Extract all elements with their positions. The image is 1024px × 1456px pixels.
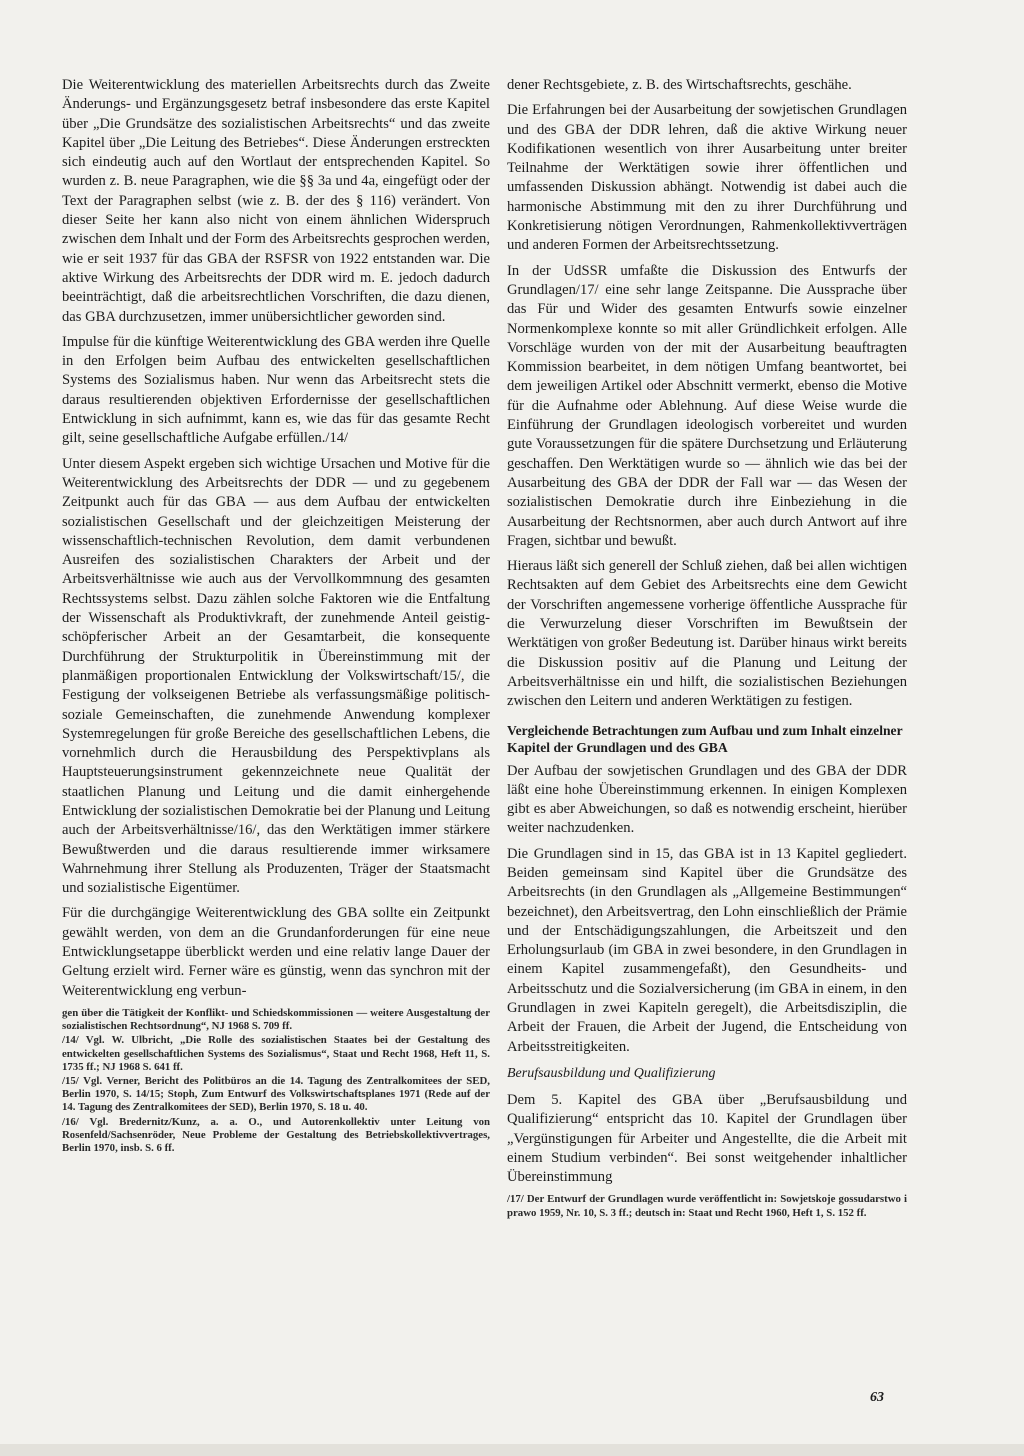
paragraph: Unter diesem Aspekt ergeben sich wichtige Ursachen und Motive für die Weiterentwicklung des Arbeitsrechts der DDR — und zu gegebenem Zeitpunkt auch für das GBA — aus dem Aufbau der entwickelten sozialistischen Gesellschaft und der gleichzeitigen Meisterung der wissenschaftlich-technischen Revolution, dem damit verbundenen Ausreifen des sozialistischen Charakters der Arbeit und der Arbeitsverhältnisse wie auch aus der Vervollkommnung des gesamten Rechtssystems selbst. Dazu zählen solche Faktoren wie die Entfaltung der Wissenschaft als Produktivkraft, der zunehmende Anteil geistig-schöpferischer Arbeit an der Gesamtarbeit, die konsequente Durchführung der Strukturpolitik in Übereinstimmung mit der planmäßigen proportionalen Entwicklung der Volkswirtschaft/15/, die Festigung der volkseigenen Betriebe als verfassungsmäßige politisch-soziale Gemeinschaften, die zunehmende Anwendung komplexer Systemregelungen für große Bereiche des gesellschaftlichen Lebens, die vornehmlich durch die Herausbildung des Perspektivplans als Hauptsteuerungsinstrument gekennzeichnete neue Qualität der staatlichen Planung und Leitung und die damit einhergehende Entwicklung der sozialistischen Demokratie bei der Planung und Leitung auch der Arbeitsverhältnisse/16/, das den Werktätigen immer stärkere Bewußtwerden und die daraus resultierende immer wirksamere Wahrnehmung ihrer Stellung als Produzenten, Träger der Staatsmacht und sozialistische Eigentümer. xyxy=(62,455,490,897)
paragraph: Die Weiterentwicklung des materiellen Arbeitsrechts durch das Zweite Änderungs- und Ergänzungsgesetz betraf insbesondere das erste Kapitel über „Die Grundsätze des sozialistischen Arbeitsrechts“ und das zweite Kapitel über „Die Leitung des Betriebes“. Diese Änderungen erstreckten sich eindeutig auch auf den Wortlaut der entsprechenden Kapitel. So wurden z. B. neue Paragraphen, wie die §§ 3a und 4a, eingefügt oder der Text der Paragraphen selbst (wie z. B. der des § 116) verändert. Von dieser Seite her kann also nicht von einem ähnlichen Widerspruch zwischen dem Inhalt und der Form des Arbeitsrechts gesprochen werden, wie er seit 1937 für das GBA der RSFSR von 1922 entstanden war. Die aktive Wirkung des Arbeitsrechts der DDR wird m. E. jedoch dadurch beeinträchtigt, daß die arbeitsrechtlichen Vorschriften, die dazu dienen, das GBA durchzusetzen, immer unübersichtlicher geworden sind. xyxy=(62,77,490,325)
paragraph: Die Grundlagen sind in 15, das GBA ist in 13 Kapitel gegliedert. Beiden gemeinsam sind Kapitel über die Grundsätze des Arbeitsrechts (in den Grundlagen als „Allgemeine Bestimmungen“ bezeichnet), den Arbeitsvertrag, den Lohn einschließlich der Prämie und der Entschädigungszahlungen, die Arbeitszeit und den Erholungsurlaub (im GBA in zwei besondere, in den Grundlagen in einem Kapitel zusammengefaßt), den Gesundheits- und Arbeitsschutz und die Sozialversicherung (im GBA in einem, in den Grundlagen in zwei Kapiteln geregelt), die Arbeitsdisziplin, die Arbeit der Frauen, die Arbeit der Jugend, die Entscheidung von Arbeitsstreitigkeiten. xyxy=(507,845,907,1055)
page-number: 63 xyxy=(870,1390,884,1405)
paragraph: Die Erfahrungen bei der Ausarbeitung der sowjetischen Grundlagen und des GBA der DDR lehren, daß die aktive Wirkung neuer Kodifikationen wesentlich von ihrer Ausarbeitung unter breiter Teilnahme der Werktätigen sowie ihrer öffentlichen und umfassenden Diskussion abhängt. Notwendig ist dabei auch die harmonische Abstimmung mit den zu ihrer Durchführung und Konkretisierung nötigen Verordnungen, Rahmenkollektivverträgen und anderen Formen der Arbeitsrechtssetzung. xyxy=(507,102,907,254)
footnotes-left xyxy=(62,1007,490,1155)
section-heading: Vergleichende Betrachtungen zum Aufbau und zum Inhalt einzelner Kapitel der Grundlagen und des GBA xyxy=(507,722,903,755)
paragraph: In der UdSSR umfaßte die Diskussion des Entwurfs der Grundlagen/17/ eine sehr lange Zeitspanne. Die Aussprache über das Für und Wider des gesamten Entwurfs sowie einzelner Normenkomplexe konnte so mit aller Gründlichkeit erfolgen. Alle Vorschläge wurden von der mit der Ausarbeitung beauftragten Kommission bearbeitet, in dem nötigen Umfang beantwortet, bei dem jeweiligen Artikel oder Abschnitt vermerkt, ebenso die Motive für die Aufnahme oder Ablehnung. Auf diese Weise wurde die Einführung der Grundlagen ideologisch vorbereitet und wurden gute Voraussetzungen für die spätere Durchsetzung und Erläuterung geschaffen. Den Werktätigen wurde so — ähnlich wie das bei der Ausarbeitung des GBA der DDR der Fall war — das Wesen der sozialistischen Demokratie durch ihre Einbeziehung in die Ausarbeitung der Rechtsnormen, aber auch durch Antwort auf ihre Fragen, sichtbar und bewußt. xyxy=(507,262,907,549)
footnote-15: /15/ Vgl. Verner, Bericht des Politbüros an die 14. Tagung des Zentralkomitees der SED, Berlin 1970, S. 14/15; Stoph, Zum Entwurf des Volkswirtschaftsplanes 1971 (Rede auf der 14. Tagung des Zentralkomitees der SED), Berlin 1970, S. 18 u. 40. xyxy=(62,1074,490,1114)
paragraph: Der Aufbau der sowjetischen Grundlagen und des GBA der DDR läßt eine hohe Übereinstimmung erkennen. In einigen Komplexen gibt es aber Abweichungen, so daß es notwendig erscheint, hierüber weiter nachzudenken. xyxy=(507,762,907,837)
right-column xyxy=(507,76,907,1221)
paragraph: Impulse für die künftige Weiterentwicklung des GBA werden ihre Quelle in den Erfolgen beim Aufbau des entwickelten gesellschaftlichen Systems des Sozialismus haben. Nur wenn das Arbeitsrecht stets die daraus resultierenden objektiven Erfordernisse der gesellschaftlichen Entwicklung in sich aufnimmt, kann es, wie das für das gesamte Recht gilt, seine gesellschaftliche Aufgabe erfüllen./14/ xyxy=(62,333,490,447)
footnotes-right xyxy=(507,1193,907,1219)
subsection-heading: Berufsausbildung und Qualifizierung xyxy=(507,1065,716,1081)
footnote: gen über die Tätigkeit der Konflikt- und Schiedskommissionen — weitere Ausgestaltung der sozialistischen Rechtsordnung“, NJ 1968 S. 709 ff. xyxy=(62,1006,490,1033)
footnote-14: /14/ Vgl. W. Ulbricht, „Die Rolle des sozialistischen Staates bei der Gestaltung des entwickelten gesellschaftlichen Systems des Sozialismus“, Staat und Recht 1968, Heft 11, S. 1735 ff.; NJ 1968 S. 641 ff. xyxy=(62,1034,490,1073)
footnote-16: /16/ Vgl. Bredernitz/Kunz, a. a. O., und Autorenkollektiv unter Leitung von Rosenfeld/Sachsenröder, Neue Probleme der Gestaltung des Betriebskollektivvertrages, Berlin 1970, insb. S. 6 ff. xyxy=(62,1115,490,1154)
paragraph: Hieraus läßt sich generell der Schluß ziehen, daß bei allen wichtigen Rechtsakten auf dem Gebiet des Arbeitsrechts eine dem Gewicht der Vorschriften angemessene vorherige öffentliche Aussprache für die Verwurzelung dieser Vorschriften im Bewußtsein der Werktätigen von großer Bedeutung ist. Darüber hinaus wirkt bereits die Diskussion positiv auf die Planung und Leitung der Arbeitsverhältnisse ein und hilft, die sozialistischen Beziehungen zwischen den Leitern und anderen Werktätigen zu festigen. xyxy=(507,558,907,710)
page-edge xyxy=(0,1444,1024,1456)
paragraph: dener Rechtsgebiete, z. B. des Wirtschaftsrechts, geschähe. xyxy=(507,77,852,93)
left-column xyxy=(62,76,490,1156)
footnote-17: /17/ Der Entwurf der Grundlagen wurde veröffentlicht in: Sowjetskoje gossudarstwo i prawo 1959, Nr. 10, S. 3 ff.; deutsch in: Staat und Recht 1960, Heft 1, S. 152 ff. xyxy=(507,1193,907,1219)
paragraph: Für die durchgängige Weiterentwicklung des GBA sollte ein Zeitpunkt gewählt werden, von dem an die Grundanforderungen für eine neue Entwicklungsetappe überblickt werden und eine relativ lange Dauer der Geltung erzielt wird. Ferner wäre es günstig, wenn das synchron mit der Weiterentwicklung eng verbun- xyxy=(62,905,490,999)
paragraph: Dem 5. Kapitel des GBA über „Berufsausbildung und Qualifizierung“ entspricht das 10. Kapitel der Grundlagen über „Vergünstigungen für Arbeiter und Angestellte, die die Arbeit mit einem Studium verbinden“. Bei sonst weitgehender inhaltlicher Übereinstimmung xyxy=(507,1091,907,1186)
